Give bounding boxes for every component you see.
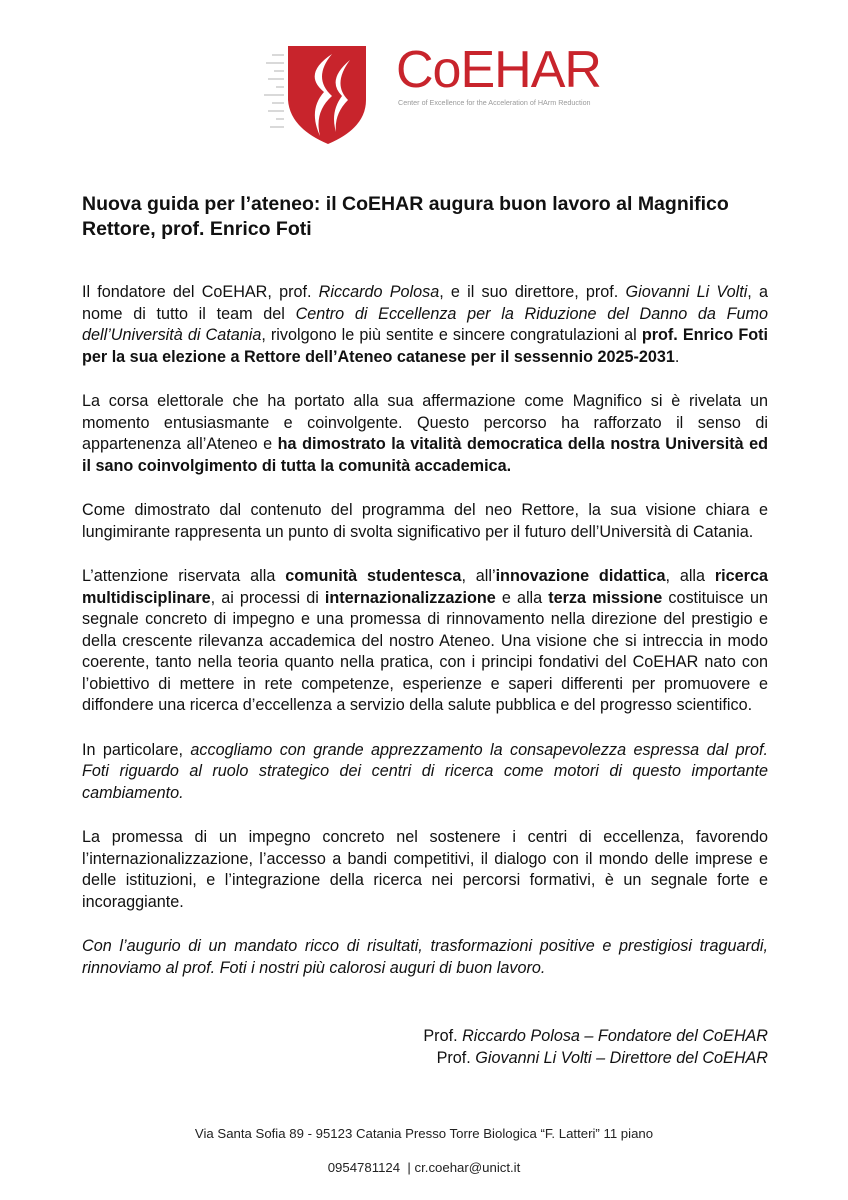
logo-tagline: Center of Excellence for the Acceleration of HArm Reduction <box>398 98 591 107</box>
paragraph-6: La promessa di un impegno concreto nel sostenere i centri di eccellenza, favorendo l’internazionalizzazione, l’accesso a bandi competitivi, il dialogo con il mondo delle imprese e delle istituzioni, e l’integrazione della ricerca nei percorsi formativi, è un segnale forte e incoraggiante. <box>82 828 768 911</box>
footer-contacts <box>0 1160 848 1175</box>
coehar-logo <box>262 40 602 148</box>
footer-address: Via Santa Sofia 89 - 95123 Catania Presso Torre Biologica “F. Latteri” 11 piano <box>194 1126 654 1141</box>
paragraph-3: Come dimostrato dal contenuto del programma del neo Rettore, la sua visione chiara e lungimirante rappresenta un punto di svolta significativo per il futuro dell’Università di Catania. <box>82 501 768 541</box>
article-body <box>82 282 768 1002</box>
footer-email[interactable]: cr.coehar@unict.it <box>414 1160 521 1175</box>
paragraph-7: Con l’augurio di un mandato ricco di risultati, trasformazioni positive e prestigiosi traguardi, rinnoviamo al prof. Foti i nostri più calorosi auguri di buon lavoro. <box>82 937 768 977</box>
paragraph-5: In particolare, accogliamo con grande apprezzamento la consapevolezza espressa dal prof. Foti riguardo al ruolo strategico dei centri di ricerca come motori di questo importante cambiamento. <box>82 740 768 802</box>
signature-block <box>423 1025 768 1069</box>
signature-founder: Prof. Riccardo Polosa – Fondatore del CoEHAR <box>423 1027 768 1045</box>
footer-phone: 0954781124 <box>327 1160 401 1175</box>
paragraph-4: L’attenzione riservata alla comunità studentesca, all’innovazione didattica, alla ricerca multidisciplinare, ai processi di internazionalizzazione e alla terza missione costituisce un segnale concreto di impegno e una promessa di rinnovamento nella direzione del prestigio e della crescente rilevanza accademica del nostro Ateneo. Una visione che si intreccia in modo coerente, tanto nella teoria quanto nella pratica, con i principi fondativi del CoEHAR nato con l’obiettivo di mettere in rete competenze, esperienze e saperi differenti per promuovere e diffondere una ricerca d’eccellenza a servizio della salute pubblica e del progresso scientifico. <box>82 567 768 714</box>
signature-director: Prof. Giovanni Li Volti – Direttore del CoEHAR <box>436 1049 768 1067</box>
coehar-shield-icon <box>262 40 392 148</box>
footer-separator: | <box>407 1160 411 1175</box>
logo-wordmark: CoEHAR <box>396 41 601 99</box>
paragraph-1: Il fondatore del CoEHAR, prof. Riccardo Polosa, e il suo direttore, prof. Giovanni Li Volti, a nome di tutto il team del Centro di Eccellenza per la Riduzione del Danno da Fumo dell’Università di Catania, rivolgono le più sentite e sincere congratulazioni al prof. Enrico Foti per la sua elezione a Rettore dell’Ateneo catanese per il sessennio 2025-2031. <box>82 283 768 366</box>
paragraph-2: La corsa elettorale che ha portato alla sua affermazione come Magnifico si è rivelata un momento entusiasmante e coinvolgente. Questo percorso ha rafforzato il senso di appartenenza all’Ateneo e ha dimostrato la vitalità democratica della nostra Università ed il sano coinvolgimento di tutta la comunità accademica. <box>82 392 768 475</box>
article-title: Nuova guida per l’ateneo: il CoEHAR augura buon lavoro al Magnifico Rettore, prof. Enrico Foti <box>82 193 729 240</box>
